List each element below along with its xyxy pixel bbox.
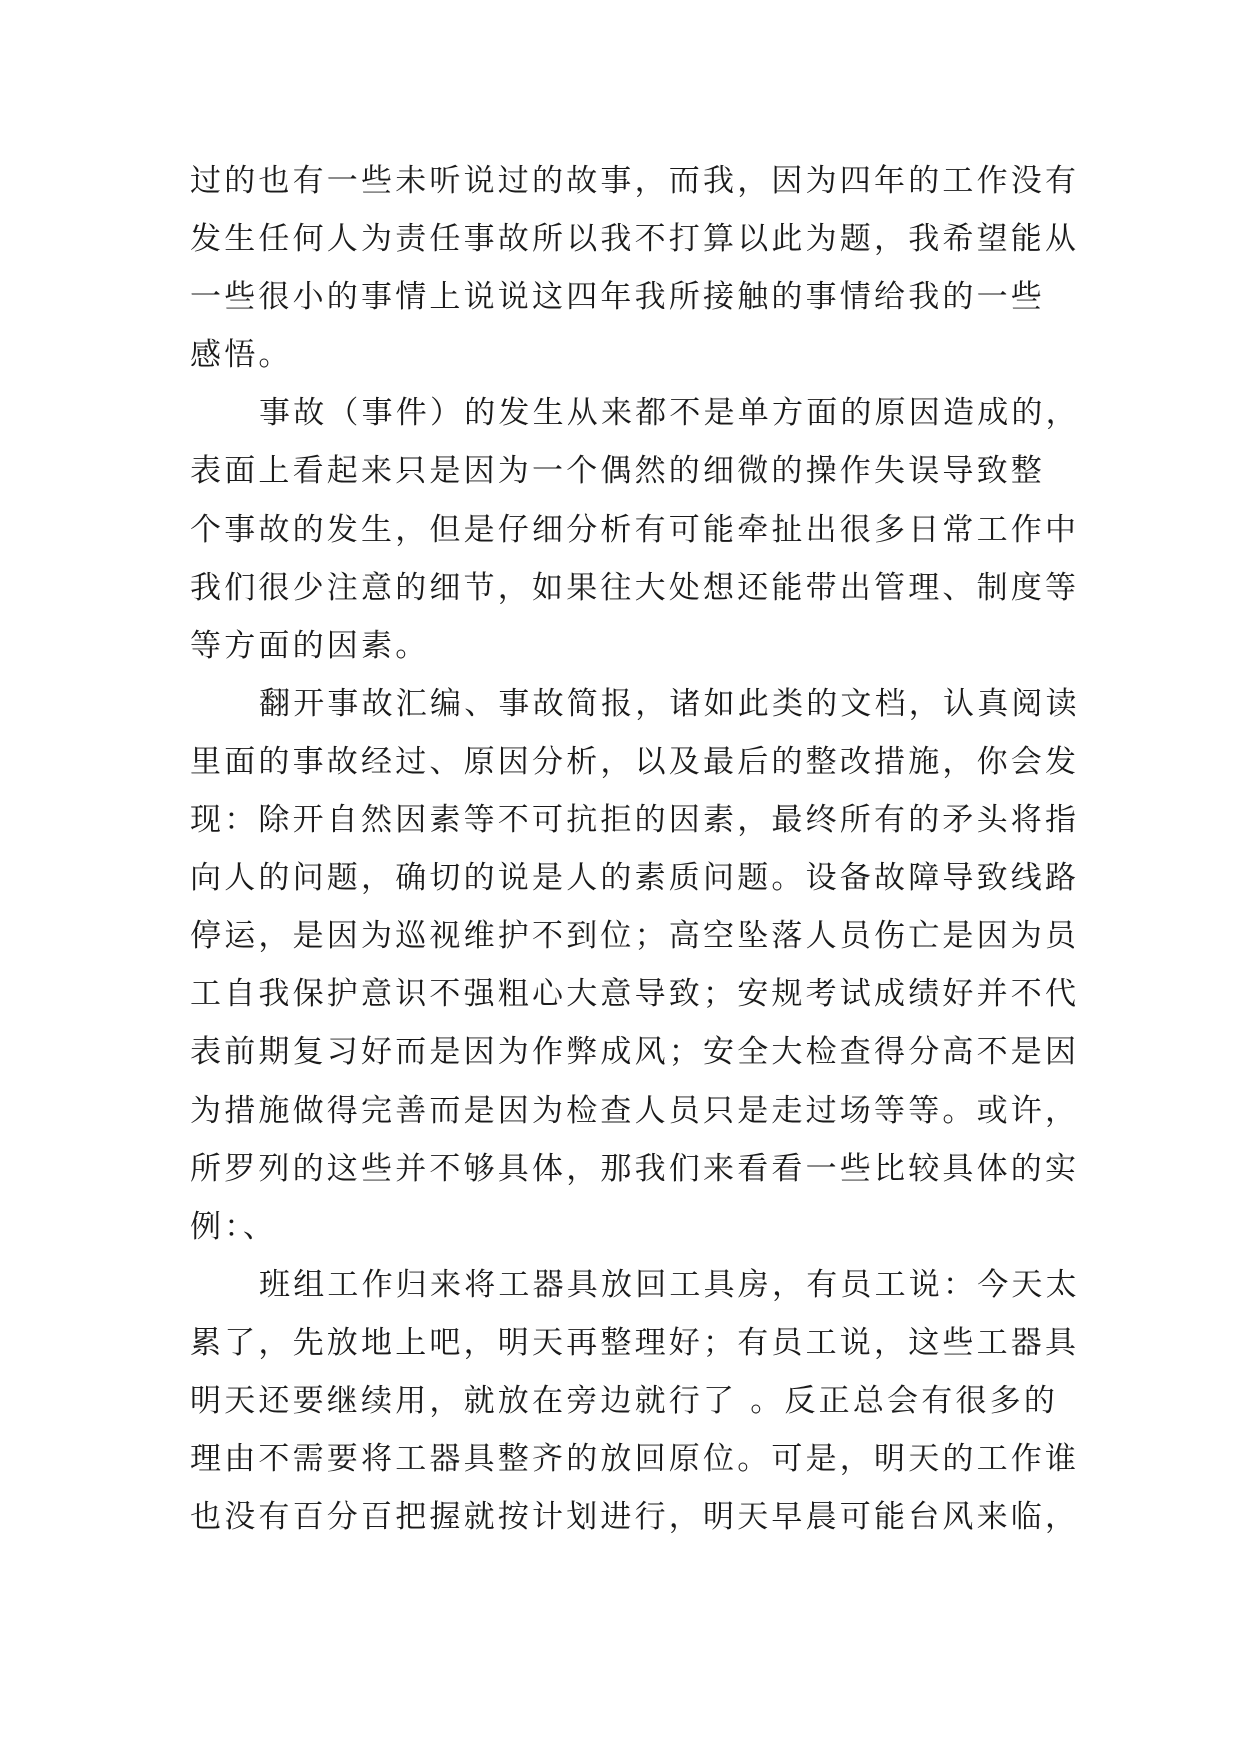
text-line: 现：除开自然因素等不可抗拒的因素，最终所有的矛头将指: [190, 802, 1080, 839]
text-line: 一些很小的事情上说说这四年我所接触的事情给我的一些: [190, 279, 1045, 316]
text-line: 明天还要继续用，就放在旁边就行了 。反正总会有很多的: [190, 1382, 1059, 1419]
text-line: 也没有百分百把握就按计划进行，明天早晨可能台风来临，: [190, 1499, 1080, 1536]
text-line: 表前期复习好而是因为作弊成风；安全大检查得分高不是因: [190, 1034, 1080, 1071]
text-line: 为措施做得完善而是因为检查人员只是走过场等等。或许，: [190, 1092, 1080, 1129]
text-line: 工自我保护意识不强粗心大意导致；安规考试成绩好并不代: [190, 976, 1080, 1013]
text-line: 过的也有一些未听说过的故事，而我，因为四年的工作没有: [190, 163, 1080, 199]
text-line: 表面上看起来只是因为一个偶然的细微的操作失误导致整: [190, 453, 1045, 490]
text-line: 我们很少注意的细节，如果往大处想还能带出管理、制度等: [190, 569, 1080, 606]
text-line: 事故（事件）的发生从来都不是单方面的原因造成的，: [259, 395, 1080, 432]
text-line: 例：、: [190, 1208, 278, 1245]
text-line: 感悟。: [190, 337, 293, 374]
text-line: 向人的问题，确切的说是人的素质问题。设备故障导致线路: [190, 860, 1080, 897]
text-line: 停运，是因为巡视维护不到位；高空坠落人员伤亡是因为员: [190, 918, 1080, 955]
text-line: 翻开事故汇编、事故简报，诸如此类的文档，认真阅读: [259, 685, 1080, 722]
text-line: 里面的事故经过、原因分析，以及最后的整改措施，你会发: [190, 743, 1080, 780]
text-line: 班组工作归来将工器具放回工具房，有员工说：今天太: [259, 1266, 1080, 1303]
text-line: 等方面的因素。: [190, 627, 430, 664]
text-line: 个事故的发生，但是仔细分析有可能牵扯出很多日常工作中: [190, 511, 1080, 548]
document-body: [190, 152, 1080, 1546]
text-line: 所罗列的这些并不够具体，那我们来看看一些比较具体的实: [190, 1150, 1080, 1187]
text-line: 发生任何人为责任事故所以我不打算以此为题，我希望能从: [190, 221, 1080, 258]
text-line: 累了，先放地上吧，明天再整理好；有员工说，这些工器具: [190, 1324, 1080, 1361]
text-line: 理由不需要将工器具整齐的放回原位。可是，明天的工作谁: [190, 1441, 1080, 1478]
